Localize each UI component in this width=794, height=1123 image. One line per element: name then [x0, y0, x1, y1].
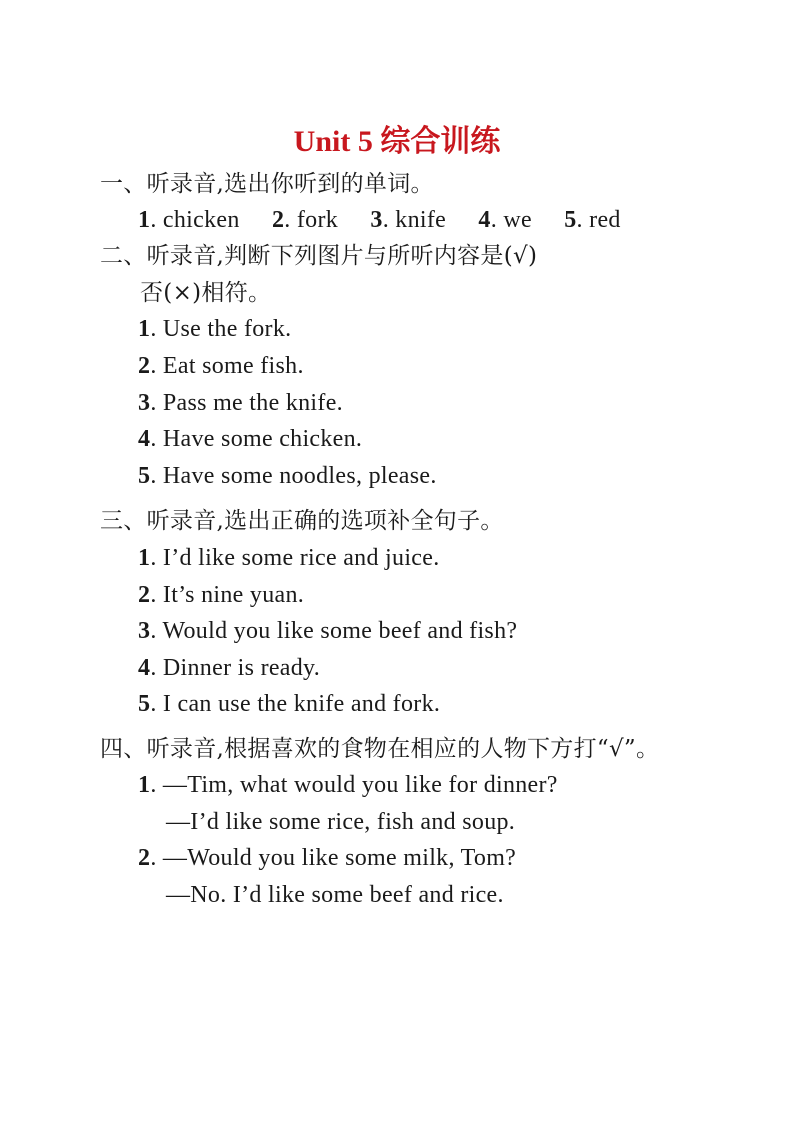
dialogue-line	[138, 770, 558, 800]
word-text: . knife	[382, 207, 447, 233]
section-1-heading: 一、听录音,选出你听到的单词。	[100, 171, 434, 197]
list-item	[138, 351, 304, 381]
item-number: 2	[138, 845, 151, 871]
list-item	[138, 580, 304, 610]
section-2-heading-continued: 否(×)相符。	[140, 280, 272, 306]
word-option	[272, 207, 338, 233]
word-option	[370, 207, 446, 233]
item-text: . Dinner is ready.	[150, 655, 321, 681]
item-number: 4	[138, 426, 151, 452]
dialogue-reply: —I’d like some rice, fish and soup.	[166, 809, 516, 835]
list-item	[138, 424, 362, 454]
word-option	[138, 207, 240, 233]
item-number: 2	[138, 582, 151, 608]
list-item	[138, 653, 320, 683]
section-1-word-list	[138, 205, 621, 235]
item-number: 1	[138, 772, 151, 798]
item-text: . I can use the knife and fork.	[150, 691, 441, 717]
list-item	[138, 388, 343, 418]
dialogue-reply: —No. I’d like some beef and rice.	[166, 882, 504, 908]
list-item	[138, 616, 517, 646]
item-number: 2	[138, 353, 151, 379]
word-text: . red	[576, 207, 621, 233]
item-number: 4	[478, 207, 491, 233]
dialogue-text: . —Tim, what would you like for dinner?	[150, 772, 558, 798]
item-number: 3	[370, 207, 383, 233]
section-4-heading: 四、听录音,根据喜欢的食物在相应的人物下方打“√”。	[100, 736, 660, 762]
word-text: . we	[490, 207, 532, 233]
word-text: . fork	[284, 207, 339, 233]
item-number: 5	[138, 463, 151, 489]
section-3-heading: 三、听录音,选出正确的选项补全句子。	[100, 508, 504, 534]
word-text: . chicken	[150, 207, 240, 233]
list-item	[138, 461, 437, 491]
item-number: 1	[138, 545, 151, 571]
item-text: . Have some noodles, please.	[150, 463, 437, 489]
item-text: . Would you like some beef and fish?	[150, 618, 518, 644]
item-text: . Use the fork.	[150, 316, 292, 342]
item-number: 5	[138, 691, 151, 717]
item-number: 5	[564, 207, 577, 233]
page-title: Unit 5 综合训练	[293, 125, 501, 158]
item-number: 3	[138, 618, 151, 644]
list-item	[138, 543, 440, 573]
list-item	[138, 314, 291, 344]
dialogue-text: . —Would you like some milk, Tom?	[150, 845, 517, 871]
item-number: 2	[271, 207, 285, 233]
dialogue-line	[138, 843, 516, 873]
item-text: . I’d like some rice and juice.	[150, 545, 440, 571]
list-item	[138, 689, 440, 719]
item-number: 4	[138, 655, 151, 681]
word-option	[564, 207, 620, 233]
item-text: . Pass me the knife.	[150, 390, 343, 416]
item-text: . Have some chicken.	[150, 426, 363, 452]
item-number: 1	[138, 316, 151, 342]
item-number: 1	[138, 207, 151, 233]
item-text: . It’s nine yuan.	[150, 582, 305, 608]
item-text: . Eat some fish.	[150, 353, 304, 379]
word-option	[478, 207, 532, 233]
section-2-heading: 二、听录音,判断下列图片与所听内容是(√)	[100, 243, 538, 269]
item-number: 3	[138, 390, 151, 416]
